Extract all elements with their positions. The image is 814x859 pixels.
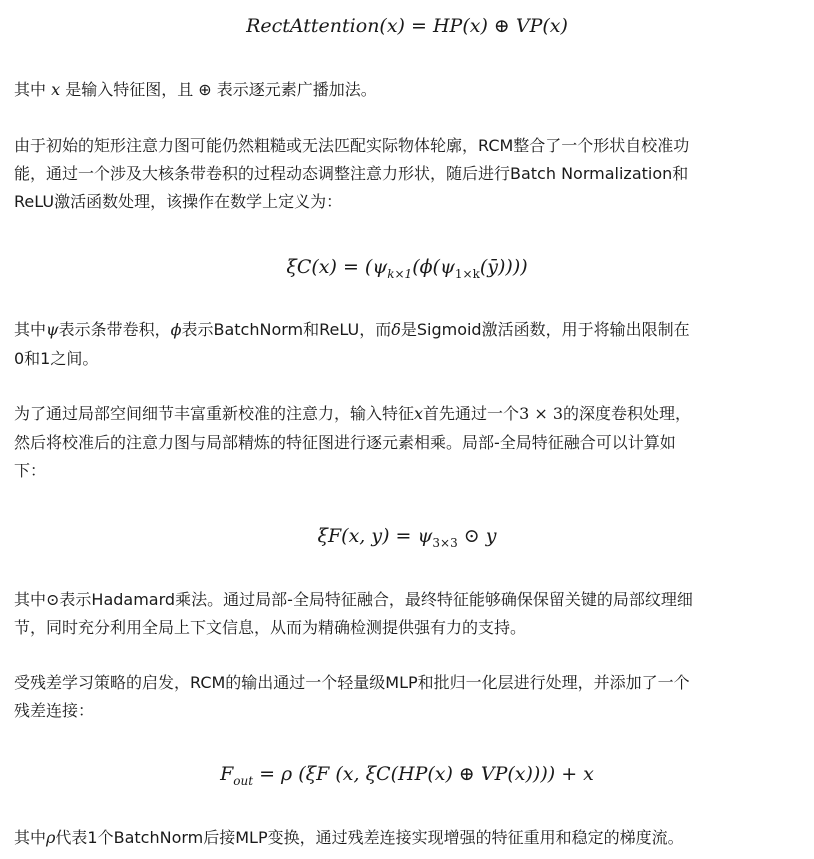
eq-part: (ϕ(ψ <box>412 256 455 278</box>
math-x: x <box>414 404 424 423</box>
paragraph-symbol-definitions-line2: 0和1之间。 <box>14 349 99 368</box>
paragraph-local-global-line1 <box>14 404 804 424</box>
equation-feature-fusion <box>0 524 814 548</box>
eq-part: = ρ (ξF (x, ξC(HP(x) ⊕ VP(x)))) + x <box>253 763 594 785</box>
paragraph-local-global-line2: 然后将校准后的注意力图与局部精炼的特征图进行逐元素相乘。局部-全局特征融合可以计算如 <box>14 433 676 452</box>
eq-part: F <box>220 763 234 785</box>
math-rho: ρ <box>46 828 56 847</box>
math-odot: ⊙ <box>46 590 60 609</box>
text: 是Sigmoid激活函数，用于将输出限制在 <box>400 320 690 339</box>
text: 其中 <box>14 828 47 847</box>
text: 表示条带卷积， <box>58 320 171 339</box>
equation-rect-attention: RectAttention(x) = HP(x) ⊕ VP(x) <box>246 15 568 37</box>
text: 其中 <box>14 590 47 609</box>
paragraph-shape-calibration-line2: 能，通过一个涉及大核条带卷积的过程动态调整注意力形状，随后进行Batch Normalization和 <box>14 164 689 183</box>
eq-part: ξF(x, y) = ψ <box>317 525 433 547</box>
math-delta: δ <box>391 320 401 339</box>
math-kernel-size: 3 × 3 <box>519 404 563 423</box>
text: 是输入特征图，且 ⊕ 表示逐元素广播加法。 <box>60 80 377 99</box>
math-psi: ψ <box>46 320 59 339</box>
eq-subscript: out <box>233 773 254 788</box>
paragraph-hadamard-line2: 节，同时充分利用全局上下文信息，从而为精确检测提供强有力的支持。 <box>14 618 527 637</box>
equation-shape-calibration <box>0 255 814 279</box>
paragraph-rho-definition <box>14 828 804 848</box>
math-phi: ϕ <box>170 320 182 339</box>
paragraph-input-definition <box>14 80 804 100</box>
text: 为了通过局部空间细节丰富重新校准的注意力，输入特征 <box>14 404 415 423</box>
eq-subscript: 1×k <box>454 266 480 281</box>
text: 的深度卷积处理， <box>563 404 692 423</box>
paragraph-shape-calibration-line1: 由于初始的矩形注意力图可能仍然粗糙或无法匹配实际物体轮廓，RCM整合了一个形状自校准功 <box>14 136 690 155</box>
math-x: x <box>51 80 61 99</box>
paragraph-symbol-definitions-line1 <box>14 320 804 340</box>
text: 表示Hadamard乘法。通过局部-全局特征融合，最终特征能够确保保留关键的局部纹理细 <box>59 590 693 609</box>
eq-part: (ȳ)))) <box>479 256 528 278</box>
paragraph-hadamard-line1 <box>14 590 804 610</box>
text: 其中 <box>14 320 47 339</box>
text: 表示BatchNorm和ReLU，而 <box>181 320 392 339</box>
eq-subscript: k×1 <box>387 266 413 281</box>
text: 代表1个BatchNorm后接MLP变换，通过残差连接实现增强的特征重用和稳定的梯度流。 <box>55 828 684 847</box>
eq-part: ξC(x) = (ψ <box>286 256 388 278</box>
equation-output <box>0 762 814 786</box>
paragraph-local-global-line3: 下： <box>14 461 47 480</box>
text: 其中 <box>14 80 52 99</box>
paragraph-residual-line2: 残差连接： <box>14 701 95 720</box>
eq-part: ⊙ y <box>457 525 497 547</box>
paragraph-shape-calibration-line3: ReLU激活函数处理，该操作在数学上定义为： <box>14 192 343 211</box>
eq-subscript: 3×3 <box>432 535 458 550</box>
paragraph-residual-line1: 受残差学习策略的启发，RCM的输出通过一个轻量级MLP和批归一化层进行处理，并添加了一个 <box>14 673 690 692</box>
text: 首先通过一个 <box>423 404 520 423</box>
